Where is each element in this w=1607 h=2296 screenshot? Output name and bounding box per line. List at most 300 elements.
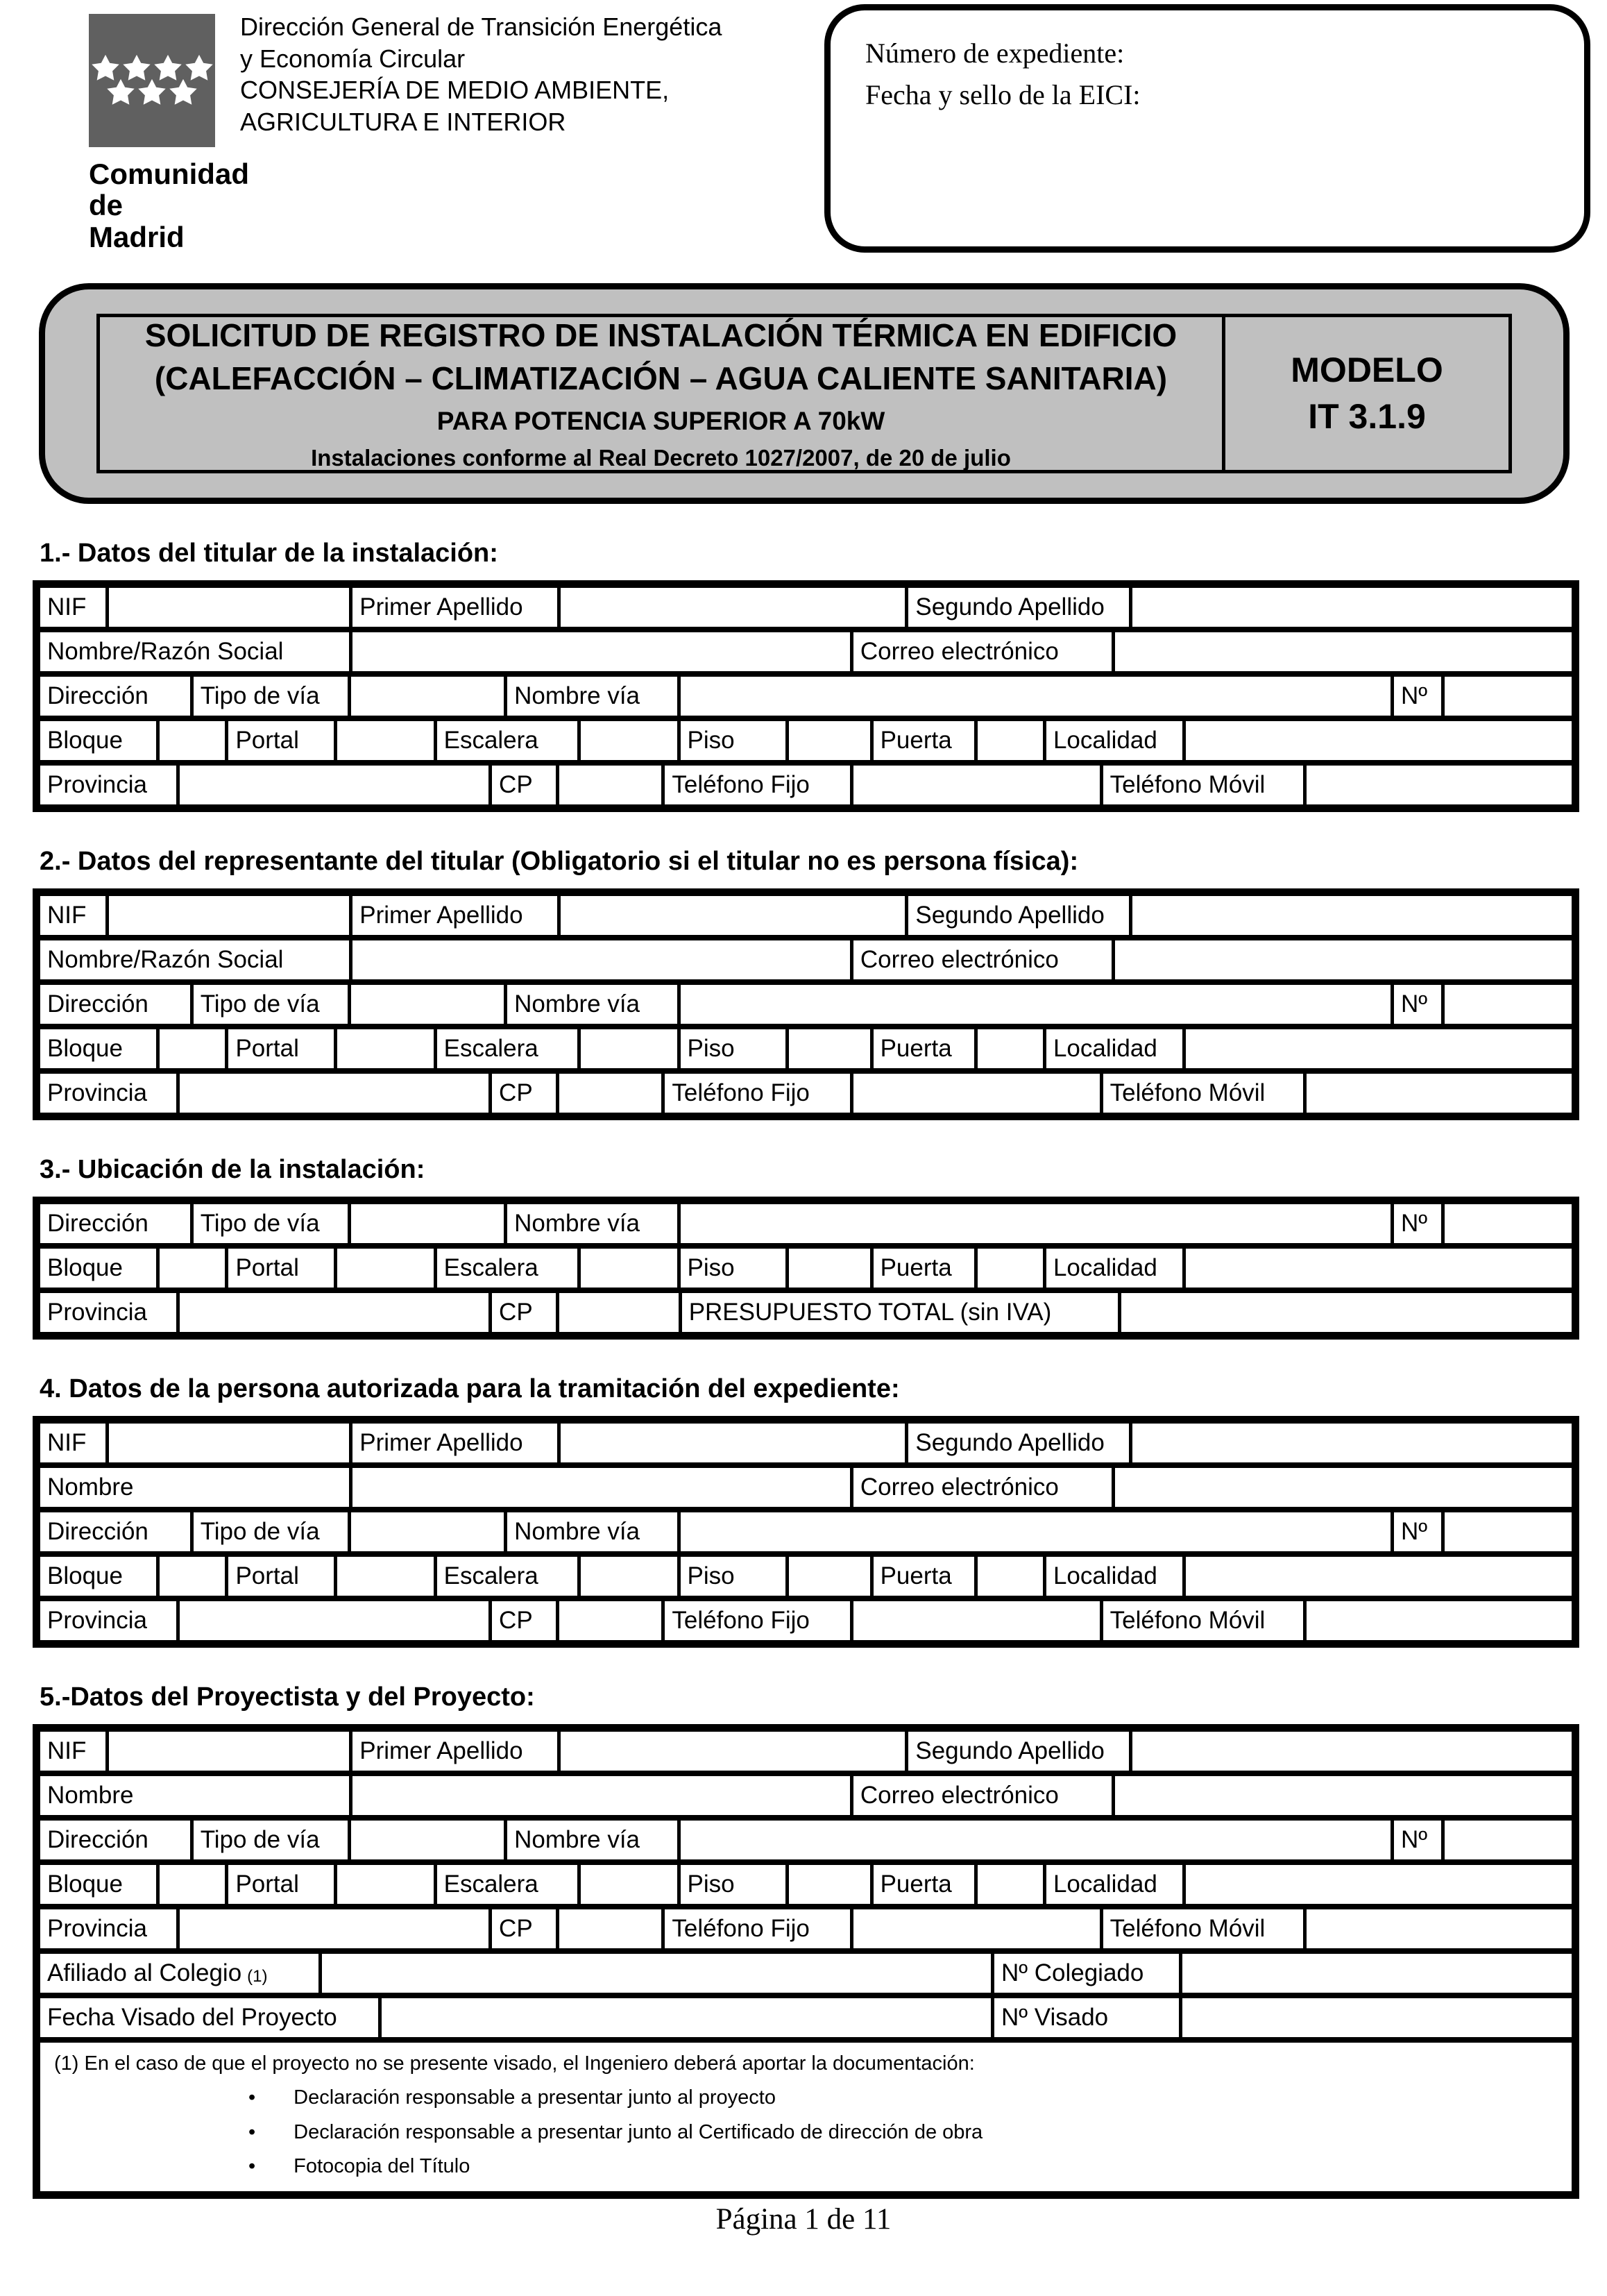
field-label-text: CP — [499, 1915, 533, 1942]
field-input[interactable] — [180, 1074, 492, 1113]
field-label-text: Nombre — [47, 1782, 134, 1809]
field-input[interactable] — [180, 1909, 492, 1948]
field-label-text: Piso — [687, 1562, 735, 1589]
field-input[interactable] — [561, 896, 908, 935]
field-input[interactable] — [681, 1204, 1394, 1243]
field-input[interactable] — [581, 1557, 680, 1596]
field-label-text: Bloque — [47, 1035, 123, 1062]
footnote-bullet-text: Declaración responsable a presentar junto al proyecto — [294, 2086, 776, 2109]
field-input[interactable] — [1445, 1821, 1572, 1859]
field-input[interactable] — [681, 677, 1394, 716]
field-label-text: Tipo de vía — [200, 682, 320, 709]
field-label — [228, 1865, 337, 1904]
field-input[interactable] — [681, 1821, 1394, 1859]
field-label — [228, 721, 337, 760]
field-input[interactable] — [1121, 1293, 1572, 1332]
title-banner — [39, 283, 1570, 504]
form-title-line1: SOLICITUD DE REGISTRO DE INSTALACIÓN TÉRMICA EN EDIFICIO — [144, 316, 1177, 353]
field-label-text: Nº — [1400, 682, 1428, 709]
table-row — [40, 1462, 1572, 1507]
expediente-date-label: Fecha y sello de la EICI: — [865, 79, 1141, 110]
bullet-icon: • — [248, 2086, 256, 2109]
field-input[interactable] — [1307, 1074, 1572, 1113]
field-input[interactable] — [1132, 588, 1572, 627]
page-number: Página 1 de 11 — [715, 2203, 892, 2236]
field-input[interactable] — [581, 1029, 680, 1068]
field-label — [682, 1293, 1121, 1332]
field-label — [40, 1998, 382, 2037]
table-row — [40, 627, 1572, 671]
field-label — [1103, 1601, 1307, 1640]
table-row — [40, 1288, 1572, 1332]
field-label-text: Teléfono Fijo — [672, 771, 810, 798]
field-input[interactable] — [789, 1029, 873, 1068]
field-label-text: Teléfono Móvil — [1109, 1915, 1266, 1942]
field-input[interactable] — [978, 1249, 1046, 1288]
field-label — [194, 677, 351, 716]
section-1-heading: 1.- Datos del titular de la instalación: — [40, 539, 498, 568]
expediente-number-label: Número de expediente: — [865, 37, 1125, 69]
field-label — [40, 1865, 160, 1904]
field-label — [681, 1557, 790, 1596]
table-row — [40, 1815, 1572, 1859]
field-label-text: Primer Apellido — [359, 1737, 523, 1764]
field-input[interactable] — [109, 896, 352, 935]
field-label — [194, 1821, 351, 1859]
field-label — [908, 1424, 1132, 1462]
field-label-text: Dirección — [47, 1210, 148, 1237]
section-2 — [0, 847, 1607, 1120]
field-label-text: NIF — [47, 593, 87, 621]
field-label-text: Bloque — [47, 727, 123, 754]
field-label — [40, 677, 194, 716]
field-label — [874, 1249, 978, 1288]
field-input[interactable] — [352, 1468, 853, 1507]
field-input[interactable] — [352, 632, 853, 671]
field-label-text: Fecha Visado del Proyecto — [47, 2004, 337, 2031]
field-label-text: Localidad — [1053, 727, 1157, 754]
field-label-text: Bloque — [47, 1562, 123, 1589]
field-label — [352, 588, 561, 627]
field-label — [681, 1029, 790, 1068]
field-label-text: Tipo de vía — [200, 1518, 320, 1545]
table-row — [40, 760, 1572, 804]
field-label-text: Correo electrónico — [860, 1474, 1059, 1501]
field-label — [665, 1601, 853, 1640]
field-input[interactable] — [337, 1865, 436, 1904]
field-input[interactable] — [1132, 1732, 1572, 1771]
field-input[interactable] — [382, 1998, 994, 2037]
field-input[interactable] — [351, 1821, 507, 1859]
field-label — [681, 1249, 790, 1288]
field-input[interactable] — [351, 677, 507, 716]
field-label — [1394, 1512, 1445, 1551]
table-proyectista — [33, 1724, 1579, 2199]
field-label-text: Piso — [687, 727, 735, 754]
logo-caption-line: de Madrid — [89, 189, 185, 253]
field-label-text: Portal — [235, 1562, 299, 1589]
field-input[interactable] — [1132, 896, 1572, 935]
star-icon — [137, 78, 167, 108]
field-label-text: Piso — [687, 1254, 735, 1281]
field-label — [40, 1293, 180, 1332]
field-label — [507, 1512, 680, 1551]
field-input[interactable] — [337, 1249, 436, 1288]
field-label-text: Nº — [1400, 1210, 1428, 1237]
field-input[interactable] — [1182, 1954, 1572, 1993]
field-label-text: Escalera — [443, 727, 538, 754]
field-label-text: Provincia — [47, 771, 147, 798]
field-label — [40, 1512, 194, 1551]
field-label-text: Provincia — [47, 1299, 147, 1326]
expediente-box — [824, 4, 1590, 253]
field-label-text: Escalera — [443, 1254, 538, 1281]
section-3-heading: 3.- Ubicación de la instalación: — [40, 1155, 425, 1184]
page-header — [0, 0, 1607, 258]
footnote — [40, 2037, 1572, 2191]
field-input[interactable] — [352, 1776, 853, 1815]
field-input[interactable] — [1132, 1424, 1572, 1462]
field-input[interactable] — [180, 766, 492, 804]
field-label-text: Nº Visado — [1001, 2004, 1109, 2031]
field-label-text: Dirección — [47, 682, 148, 709]
field-label-text: Nombre vía — [514, 682, 640, 709]
field-input[interactable] — [322, 1954, 994, 1993]
field-input[interactable] — [1307, 1601, 1572, 1640]
field-label-text: Provincia — [47, 1607, 147, 1634]
field-input[interactable] — [681, 985, 1394, 1024]
field-label — [437, 1249, 581, 1288]
field-label-text: Provincia — [47, 1079, 147, 1106]
model-code-line1: MODELO — [1291, 350, 1443, 389]
field-label-text: Puerta — [880, 1562, 952, 1589]
field-input[interactable] — [581, 721, 680, 760]
field-input[interactable] — [160, 1557, 228, 1596]
form-title — [100, 317, 1222, 470]
field-label-text: Teléfono Fijo — [672, 1079, 810, 1106]
field-label-text: NIF — [47, 902, 87, 929]
field-label — [40, 1954, 322, 1993]
field-label — [40, 1776, 352, 1815]
field-label-text: Piso — [687, 1035, 735, 1062]
field-input[interactable] — [1186, 1865, 1572, 1904]
field-input[interactable] — [1115, 632, 1572, 671]
field-label-text: Escalera — [443, 1562, 538, 1589]
form-title-line2: (CALEFACCIÓN – CLIMATIZACIÓN – AGUA CALIENTE SANITARIA) — [154, 360, 1168, 396]
field-label — [1046, 1249, 1186, 1288]
field-input[interactable] — [337, 1029, 436, 1068]
field-label-text: Segundo Apellido — [915, 902, 1105, 929]
field-label-text: Portal — [235, 727, 299, 754]
field-label — [352, 1732, 561, 1771]
field-label-text: PRESUPUESTO TOTAL (sin IVA) — [688, 1299, 1052, 1326]
field-label-text: CP — [499, 1299, 533, 1326]
department-line: AGRICULTURA E INTERIOR — [240, 108, 566, 137]
field-input[interactable] — [109, 588, 352, 627]
section-2-heading: 2.- Datos del representante del titular (Obligatorio si el titular no es persona física): — [40, 847, 1079, 876]
field-input[interactable] — [160, 721, 228, 760]
field-input[interactable] — [109, 1424, 352, 1462]
field-label-text: CP — [499, 1079, 533, 1106]
field-input[interactable] — [561, 588, 908, 627]
star-row-bottom — [106, 78, 198, 108]
field-input[interactable] — [559, 1293, 682, 1332]
field-label — [40, 1249, 160, 1288]
field-label-text: Primer Apellido — [359, 593, 523, 621]
field-label — [40, 1601, 180, 1640]
field-input[interactable] — [581, 1249, 680, 1288]
field-label-text: Localidad — [1053, 1562, 1157, 1589]
field-label — [908, 896, 1132, 935]
field-input[interactable] — [337, 1557, 436, 1596]
field-input[interactable] — [1186, 1249, 1572, 1288]
table-row — [40, 671, 1572, 716]
field-label-text: Correo electrónico — [860, 1782, 1059, 1809]
comunidad-madrid-logo — [89, 14, 249, 253]
field-label-text: Nombre — [47, 1474, 134, 1501]
field-input[interactable] — [351, 985, 507, 1024]
field-input[interactable] — [559, 1909, 665, 1948]
footnote-bullet — [54, 2154, 1561, 2179]
field-label — [1046, 1865, 1186, 1904]
field-label — [1046, 1557, 1186, 1596]
table-row — [40, 1771, 1572, 1815]
field-label — [507, 985, 680, 1024]
form-title-line4: Instalaciones conforme al Real Decreto 1027/2007, de 20 de julio — [311, 444, 1011, 471]
field-label — [874, 1557, 978, 1596]
table-row — [40, 935, 1572, 979]
field-label-text: Puerta — [880, 1254, 952, 1281]
field-label — [194, 985, 351, 1024]
field-label — [437, 1865, 581, 1904]
field-input[interactable] — [789, 1865, 873, 1904]
field-label-text: Nombre vía — [514, 1826, 640, 1853]
field-input[interactable] — [352, 940, 853, 979]
field-label-text: Nº — [1400, 1518, 1428, 1545]
table-row — [40, 1993, 1572, 2037]
field-label-text: Localidad — [1053, 1254, 1157, 1281]
field-label-text: Teléfono Móvil — [1109, 771, 1266, 798]
field-label — [194, 1512, 351, 1551]
field-label — [994, 1998, 1182, 2037]
field-input[interactable] — [978, 1029, 1046, 1068]
table-row — [40, 716, 1572, 760]
field-input[interactable] — [1445, 985, 1572, 1024]
field-label-text: Puerta — [880, 1035, 952, 1062]
field-label — [492, 1074, 559, 1113]
field-label — [40, 1204, 194, 1243]
field-label — [40, 632, 352, 671]
star-icon — [106, 78, 135, 108]
field-label — [908, 588, 1132, 627]
table-row — [40, 1732, 1572, 1771]
field-input[interactable] — [1115, 940, 1572, 979]
field-label-text: Dirección — [47, 1826, 148, 1853]
field-label-text: Teléfono Fijo — [672, 1607, 810, 1634]
field-label — [40, 766, 180, 804]
field-label — [437, 1029, 581, 1068]
model-code-line2: IT 3.1.9 — [1308, 397, 1426, 436]
field-label — [40, 940, 352, 979]
logo-caption — [89, 158, 249, 253]
field-label-text: Portal — [235, 1254, 299, 1281]
field-input[interactable] — [1445, 677, 1572, 716]
field-label — [681, 721, 790, 760]
field-input[interactable] — [1186, 1557, 1572, 1596]
field-input[interactable] — [559, 1074, 665, 1113]
field-label-text: Bloque — [47, 1871, 123, 1898]
field-input[interactable] — [180, 1601, 492, 1640]
field-input[interactable] — [1182, 1998, 1572, 2037]
field-label-text: Tipo de vía — [200, 990, 320, 1018]
footnote-bullet — [54, 2085, 1561, 2110]
field-label — [492, 766, 559, 804]
field-label — [194, 1204, 351, 1243]
section-1 — [0, 539, 1607, 812]
field-label — [492, 1909, 559, 1948]
field-label-text: Localidad — [1053, 1035, 1157, 1062]
field-label — [40, 1909, 180, 1948]
field-input[interactable] — [789, 1249, 873, 1288]
field-label-text: Nombre vía — [514, 1210, 640, 1237]
field-label-text: CP — [499, 771, 533, 798]
field-input[interactable] — [1307, 1909, 1572, 1948]
field-label — [994, 1954, 1182, 1993]
field-input[interactable] — [180, 1293, 492, 1332]
table-row — [40, 1243, 1572, 1288]
footnote-bullet-text: Fotocopia del Título — [294, 2154, 470, 2177]
section-4-heading: 4. Datos de la persona autorizada para la tramitación del expediente: — [40, 1374, 900, 1403]
field-input[interactable] — [1186, 1029, 1572, 1068]
field-input[interactable] — [559, 766, 665, 804]
field-input[interactable] — [561, 1424, 908, 1462]
field-input[interactable] — [681, 1512, 1394, 1551]
field-input[interactable] — [559, 1601, 665, 1640]
field-input[interactable] — [1445, 1512, 1572, 1551]
field-label-text: Nombre/Razón Social — [47, 946, 284, 973]
field-label-text: Escalera — [443, 1871, 538, 1898]
field-input[interactable] — [351, 1512, 507, 1551]
field-label — [681, 1865, 790, 1904]
footnote-bullet — [54, 2120, 1561, 2145]
field-input[interactable] — [1115, 1468, 1572, 1507]
field-label-text: Escalera — [443, 1035, 538, 1062]
department-header — [240, 11, 722, 138]
field-label-text: Nombre vía — [514, 990, 640, 1018]
field-input[interactable] — [337, 721, 436, 760]
field-label — [507, 1204, 680, 1243]
field-label-text: NIF — [47, 1737, 87, 1764]
table-row — [40, 1551, 1572, 1596]
field-input[interactable] — [160, 1865, 228, 1904]
field-label — [1046, 1029, 1186, 1068]
field-label-text: Puerta — [880, 1871, 952, 1898]
field-label — [665, 1074, 853, 1113]
star-icon — [169, 78, 198, 108]
field-label — [874, 721, 978, 760]
field-input[interactable] — [581, 1865, 680, 1904]
footnote-intro: (1) En el caso de que el proyecto no se presente visado, el Ingeniero deberá aportar la documentación: — [54, 2052, 975, 2075]
field-label — [352, 1424, 561, 1462]
field-label — [665, 1909, 853, 1948]
field-input[interactable] — [789, 721, 873, 760]
field-label-text: Portal — [235, 1035, 299, 1062]
table-row — [40, 1424, 1572, 1462]
department-line: Dirección General de Transición Energética — [240, 12, 722, 41]
field-label — [40, 1821, 194, 1859]
field-label — [874, 1865, 978, 1904]
field-label — [853, 632, 1115, 671]
field-label — [492, 1601, 559, 1640]
field-label — [1394, 1204, 1445, 1243]
field-label — [1103, 766, 1307, 804]
department-line: CONSEJERÍA DE MEDIO AMBIENTE, — [240, 76, 670, 105]
title-banner-inner — [96, 314, 1512, 473]
field-label-text: Provincia — [47, 1915, 147, 1942]
field-label — [40, 1468, 352, 1507]
table-row — [40, 979, 1572, 1024]
field-label-text: Puerta — [880, 727, 952, 754]
form-title-line3: PARA POTENCIA SUPERIOR A 70kW — [436, 406, 885, 435]
table-row — [40, 1596, 1572, 1640]
section-3 — [0, 1155, 1607, 1340]
field-input[interactable] — [853, 1601, 1103, 1640]
field-label — [1394, 985, 1445, 1024]
field-label — [228, 1249, 337, 1288]
logo-caption-line: Comunidad — [89, 158, 249, 190]
field-label-text: Afiliado al Colegio — [47, 1959, 242, 1986]
field-label-text: Primer Apellido — [359, 1429, 523, 1456]
field-input[interactable] — [109, 1732, 352, 1771]
field-label — [228, 1557, 337, 1596]
footnote-bullet-text: Declaración responsable a presentar junto al Certificado de dirección de obra — [294, 2120, 983, 2143]
field-input[interactable] — [853, 766, 1103, 804]
field-input[interactable] — [160, 1029, 228, 1068]
field-input[interactable] — [1445, 1204, 1572, 1243]
field-label — [507, 1821, 680, 1859]
field-label — [1103, 1909, 1307, 1948]
field-label — [853, 1776, 1115, 1815]
field-label-footnote-ref: (1) — [247, 1967, 268, 1986]
field-input[interactable] — [978, 721, 1046, 760]
field-input[interactable] — [1186, 721, 1572, 760]
field-label — [40, 588, 109, 627]
field-input[interactable] — [561, 1732, 908, 1771]
field-label — [437, 721, 581, 760]
table-row — [40, 1948, 1572, 1993]
field-label — [40, 1732, 109, 1771]
field-label-text: Piso — [687, 1871, 735, 1898]
field-input[interactable] — [1307, 766, 1572, 804]
bullet-icon: • — [248, 2120, 256, 2143]
field-label — [853, 1468, 1115, 1507]
field-input[interactable] — [853, 1909, 1103, 1948]
field-label — [437, 1557, 581, 1596]
field-input[interactable] — [978, 1557, 1046, 1596]
table-row — [40, 1507, 1572, 1551]
table-row — [40, 1859, 1572, 1904]
field-label — [507, 677, 680, 716]
field-input[interactable] — [1115, 1776, 1572, 1815]
field-input[interactable] — [853, 1074, 1103, 1113]
field-input[interactable] — [160, 1249, 228, 1288]
field-label — [853, 940, 1115, 979]
field-label-text: Segundo Apellido — [915, 1737, 1105, 1764]
field-input[interactable] — [351, 1204, 507, 1243]
field-input[interactable] — [978, 1865, 1046, 1904]
field-label — [40, 896, 109, 935]
field-input[interactable] — [789, 1557, 873, 1596]
